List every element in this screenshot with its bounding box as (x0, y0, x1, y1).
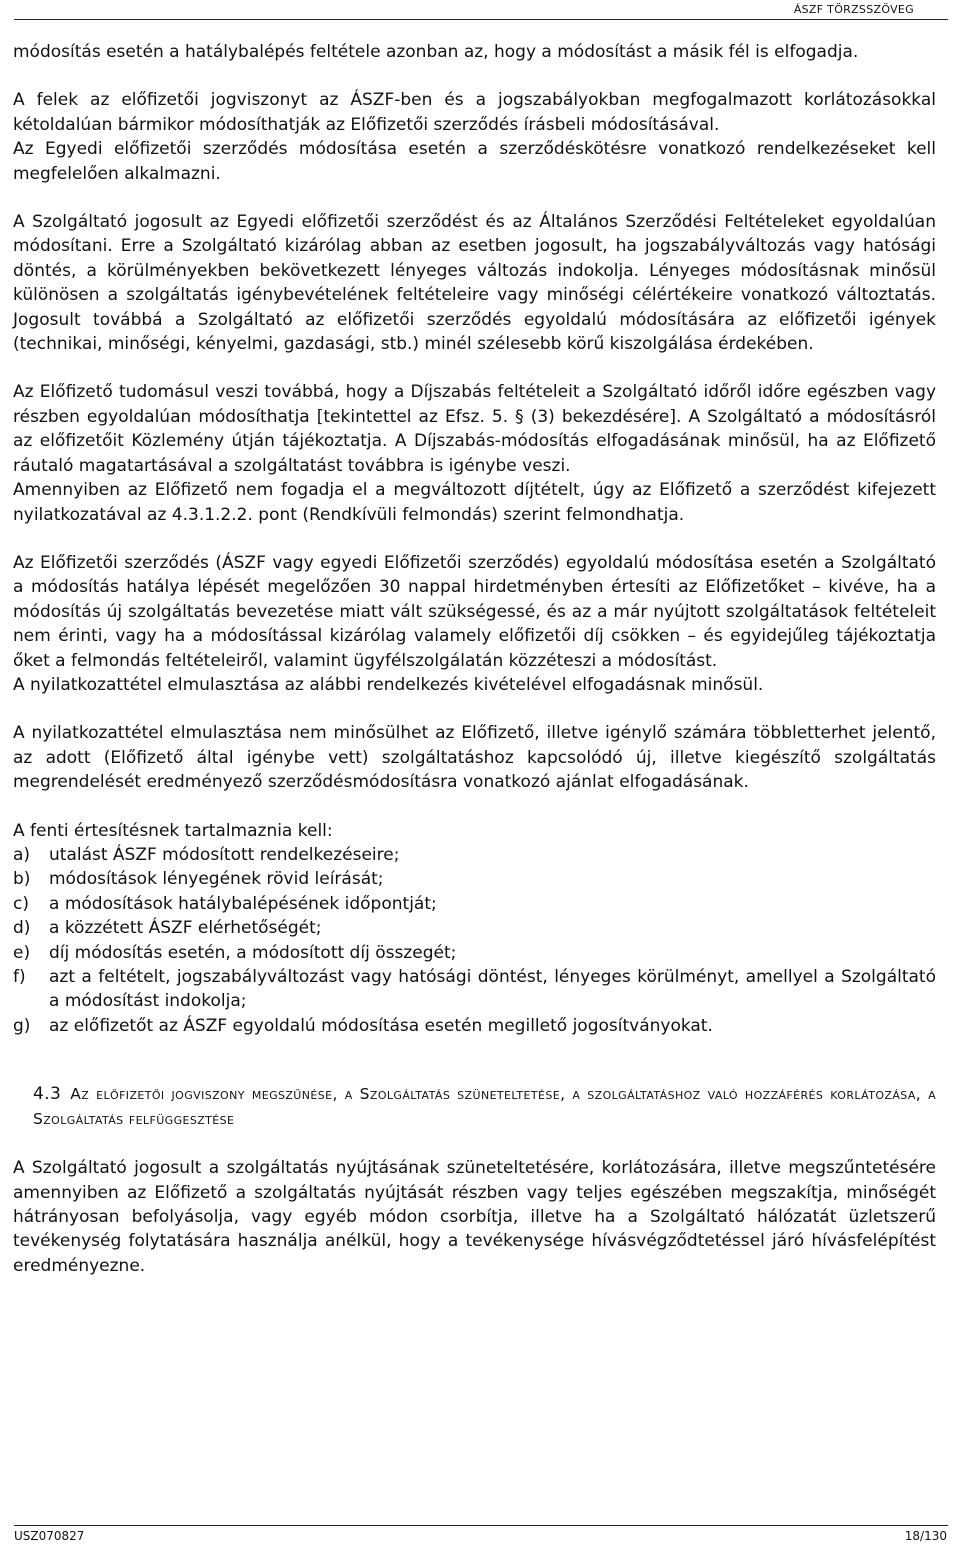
paragraph: Amennyiben az Előfizető nem fogadja el a megváltozott díjtételt, úgy az Előfizető a szerződést kifejezett nyilatkozatával az 4.3.1.2.2. pont (Rendkívüli felmondás) szerint felmondhatja. (13, 480, 936, 525)
list-item-text: módosítások lényegének rövid leírását; (49, 869, 384, 890)
list-item-label: d) (13, 918, 31, 939)
paragraph: Az Előfizetői szerződés (ÁSZF vagy egyedi Előfizetői szerződés) egyoldalú módosítása esetén a Szolgáltató a módosítás hatálya lépését megelőzően 30 nappal hirdetményben értesíti az Előfizetőket – kivéve, ha a módosítás új szolgáltatás bevezetése miatt vált szükségessé, és az a már nyújtott szolgáltatások feltételeit nem érinti, vagy ha a módosítással kizárólag valamely előfizetői díj csökken – és egyidejűleg tájékoztatja őket a felmondás feltételeiről, valamint ügyfélszolgálatán közzéteszi a módosítást. (13, 552, 936, 671)
list-item-label: b) (13, 869, 31, 890)
requirements-list (13, 843, 936, 1038)
page-header (14, 3, 948, 20)
list-item-text: díj módosítás esetén, a módosított díj összegét; (49, 942, 457, 963)
list-item (13, 916, 936, 940)
paragraph: Az Egyedi előfizetői szerződés módosítása esetén a szerződéskötésre vonatkozó rendelkezéseket kell megfelelően alkalmazni. (13, 139, 936, 184)
page-footer (14, 1525, 948, 1543)
list-item-label: e) (13, 942, 31, 963)
list-item-text: a közzétett ÁSZF elérhetőségét; (49, 918, 322, 939)
paragraph: A nyilatkozattétel elmulasztása az alábbi rendelkezés kivételével elfogadásnak minősül. (13, 674, 764, 695)
section-heading (33, 1082, 936, 1132)
section-number: 4.3 (33, 1084, 62, 1105)
section-title: Az előfizetői jogviszony megszűnése, a Szolgáltatás szüneteltetése, a szolgáltatáshoz való hozzáférés korlátozása, a Szolgáltatás felfüggesztése (33, 1085, 937, 1129)
list-item (13, 1014, 936, 1038)
document-body (13, 40, 936, 1278)
paragraph: A Szolgáltató jogosult a szolgáltatás nyújtásának szüneteltetésére, korlátozására, illetve megszűntetésére amennyiben az Előfizető a szolgáltatás nyújtását részben vagy teljes egészében megszakítja, minőségét hátrányosan befolyásolja, vagy egyéb módon csorbítja, illetve ha a Szolgáltató hálózatát üzletszerű tevékenység folytatására használja anélkül, hogy a tevékenysége hívásvégződtetéssel járó hívásfelépítést eredményezne. (13, 1158, 936, 1276)
list-item-label: a) (13, 844, 31, 865)
paragraph: A Szolgáltató jogosult az Egyedi előfizetői szerződést és az Általános Szerződési Feltételeket egyoldalúan módosítani. Erre a Szolgáltató kizárólag abban az esetben jogosult, ha jogszabályváltozás vagy hatósági döntés, a körülményekben bekövetkezett lényeges változás indokolja. Lényeges módosításnak minősül különösen a szolgáltatás igénybevételének feltételeire vagy minőségi célértékeire vonatkozó változtatás. Jogosult továbbá a Szolgáltató az előfizetői szerződés egyoldalú módosítására az előfizetői igények (technikai, minőségi, kényelmi, gazdasági, stb.) minél szélesebb körű kiszolgálása érdekében. (13, 212, 936, 355)
list-item (13, 867, 936, 891)
list-item-label: f) (13, 967, 26, 987)
list-item-text: azt a feltételt, jogszabályváltozást vagy hatósági döntést, lényeges körülményt, amellyel a Szolgáltató a módosítást indokolja; (49, 967, 936, 1012)
document-code: USZ070827 (14, 1529, 85, 1543)
paragraph: A nyilatkozattétel elmulasztása nem minősülhet az Előfizető, illetve igénylő számára többletterhet jelentő, az adott (Előfizető által igénybe vett) szolgáltatáshoz kapcsolódó új, illetve kiegészítő szolgáltatás megrendelését eredményező szerződésmódosításra vonatkozó ajánlat elfogadásának. (13, 723, 936, 793)
paragraph: A felek az előfizetői jogviszonyt az ÁSZF-ben és a jogszabályokban megfogalmazott korlátozásokkal kétoldalúan bármikor módosíthatják az Előfizetői szerződés írásbeli módosításával. (13, 90, 936, 135)
header-title: ÁSZF TÖRZSSZÖVEG (793, 3, 914, 16)
list-item (13, 965, 936, 1014)
list-item-text: utalást ÁSZF módosított rendelkezéseire; (49, 844, 400, 865)
list-item-label: c) (13, 893, 29, 914)
paragraph: módosítás esetén a hatálybalépés feltétele azonban az, hogy a módosítást a másik fél is elfogadja. (13, 42, 859, 62)
paragraph: A fenti értesítésnek tartalmaznia kell: (13, 820, 333, 841)
list-item (13, 941, 936, 965)
list-item-text: az előfizetőt az ÁSZF egyoldalú módosítása esetén megillető jogosítványokat. (49, 1015, 713, 1036)
page-number: 18/130 (904, 1529, 947, 1543)
list-item (13, 843, 936, 867)
paragraph: Az Előfizető tudomásul veszi továbbá, hogy a Díjszabás feltételeit a Szolgáltató időről időre egészben vagy részben egyoldalúan módosíthatja [tekintettel az Efsz. 5. § (3) bekezdésére]. A Szolgáltató a módosításról az előfizetőit Közlemény útján tájékoztatja. A Díjszabás-módosítás elfogadásának minősül, ha az Előfizető ráutaló magatartásával a szolgáltatást továbbra is igénybe veszi. (13, 382, 936, 476)
list-item-label: g) (13, 1015, 31, 1036)
list-item (13, 892, 936, 916)
list-item-text: a módosítások hatálybalépésének időpontját; (49, 893, 437, 914)
